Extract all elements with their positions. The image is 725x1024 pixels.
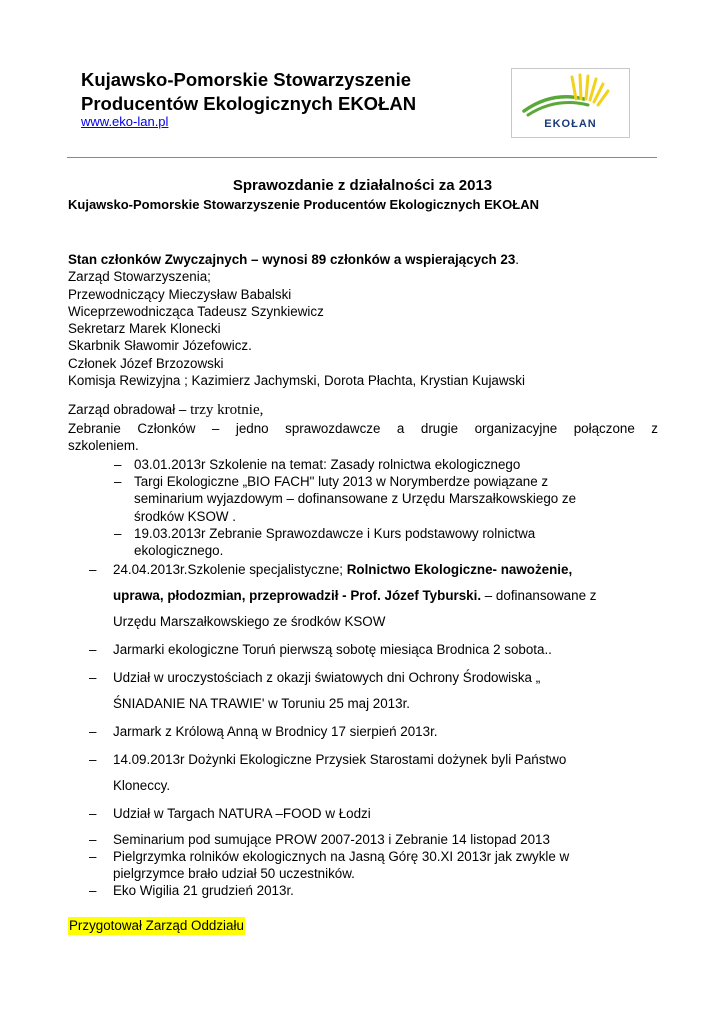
meetings-section bbox=[68, 400, 658, 454]
list-item bbox=[89, 637, 664, 663]
dash-bullet: – bbox=[114, 525, 122, 541]
list-item bbox=[89, 719, 664, 745]
sub-item-text: Targi Ekologiczne „BIO FACH" luty 2013 w Norymberdze powiązane z bbox=[134, 474, 549, 490]
activity-text: Jarmark z Królową Anną w Brodnicy 17 sierpień 2013r. bbox=[113, 724, 438, 739]
sub-item-text: środków KSOW . bbox=[134, 508, 236, 524]
activity-text: Udział w Targach NATURA –FOOD w Łodzi bbox=[113, 806, 371, 821]
logo-text: EKOŁAN bbox=[544, 118, 597, 130]
list-item bbox=[89, 801, 664, 827]
dash-bullet: – bbox=[89, 724, 97, 739]
activity-text: Udział w uroczystościach z okazji światowych dni Ochrony Środowiska „ bbox=[113, 670, 541, 685]
members-status-bold: Stan członków Zwyczajnych – wynosi 89 członków a wspierających 23 bbox=[68, 252, 516, 267]
chairman-line: Przewodniczący Mieczysław Babalski bbox=[68, 286, 292, 302]
prepared-by-signature: Przygotował Zarząd Oddziału bbox=[69, 918, 244, 933]
general-meeting-line-cont: szkoleniem. bbox=[68, 438, 139, 453]
members-status bbox=[68, 251, 668, 268]
list-item bbox=[89, 665, 664, 717]
sub-item-text: 19.03.2013r Zebranie Sprawozdawcze i Kurs podstawowy rolnictwa bbox=[134, 525, 536, 541]
list-item bbox=[89, 747, 664, 799]
activity-text: Jarmarki ekologiczne Toruń pierwszą sobotę miesiąca Brodnica 2 sobota.. bbox=[113, 642, 552, 657]
dash-bullet: – bbox=[89, 832, 97, 847]
dash-bullet: – bbox=[114, 457, 122, 472]
board-meetings-line bbox=[68, 400, 658, 420]
dash-bullet: – bbox=[89, 562, 97, 577]
dash-bullet: – bbox=[89, 883, 97, 898]
member-line: Członek Józef Brzozowski bbox=[68, 355, 224, 371]
sub-item-text: ekologicznego. bbox=[134, 543, 224, 559]
org-name-line-2: Producentów Ekologicznych EKOŁAN bbox=[81, 93, 417, 114]
ekolan-logo bbox=[511, 68, 630, 138]
list-item bbox=[89, 882, 664, 899]
list-item bbox=[89, 848, 664, 882]
members-status-end: . bbox=[515, 252, 519, 267]
org-name-line-1: Kujawsko-Pomorskie Stowarzyszenie bbox=[81, 69, 412, 90]
board-meetings-text: Zarząd obradował – bbox=[68, 402, 191, 417]
activity-text: Kloneccy. bbox=[113, 778, 171, 793]
sub-item-text: seminarium wyjazdowym – dofinansowane z Urzędu Marszałkowskiego ze bbox=[134, 491, 577, 507]
header-divider bbox=[67, 157, 657, 158]
activity-text: pielgrzymce brało udział 50 uczestników. bbox=[113, 866, 355, 881]
report-title: Sprawozdanie z działalności za 2013 bbox=[232, 177, 493, 194]
activity-text: Pielgrzymka rolników ekologicznych na Jasną Górę 30.XI 2013r jak zwykle w bbox=[113, 849, 570, 864]
list-item bbox=[114, 473, 634, 525]
list-item bbox=[89, 831, 664, 848]
activity-text: Eko Wigilia 21 grudzień 2013r. bbox=[113, 883, 294, 898]
board-meetings-count: trzy krotnie, bbox=[190, 402, 264, 418]
activity-text bbox=[113, 557, 664, 583]
dash-bullet: – bbox=[89, 806, 97, 821]
website-link[interactable]: www.eko-lan.pl bbox=[81, 114, 169, 129]
general-meeting-line: Zebranie Członków – jedno sprawozdawcze a drugie organizacyjne połączone z bbox=[68, 421, 658, 436]
activity-text-bold: uprawa, płodozmian, przeprowadził - Prof. Józef Tyburski. bbox=[113, 588, 482, 603]
list-item bbox=[114, 456, 634, 473]
activity-text: ŚNIADANIE NA TRAWIE' w Toruniu 25 maj 2013r. bbox=[113, 696, 411, 711]
activity-text-part: 24.04.2013r.Szkolenie specjalistyczne; bbox=[113, 562, 347, 577]
list-item bbox=[114, 525, 634, 559]
activity-text-part: – dofinansowane z bbox=[481, 588, 597, 603]
sub-item-text: 03.01.2013r Szkolenie na temat: Zasady rolnictwa ekologicznego bbox=[134, 457, 521, 472]
activity-text: Urzędu Marszałkowskiego ze środków KSOW bbox=[113, 614, 386, 629]
vice-chair-line: Wiceprzewodnicząca Tadeusz Szynkiewicz bbox=[68, 303, 324, 319]
activities-list bbox=[89, 557, 664, 899]
dash-bullet: – bbox=[114, 474, 122, 490]
members-section bbox=[68, 251, 668, 389]
secretary-line: Sekretarz Marek Klonecki bbox=[68, 321, 221, 337]
report-subtitle: Kujawsko-Pomorskie Stowarzyszenie Producentów Ekologicznych EKOŁAN bbox=[68, 197, 539, 212]
board-line: Zarząd Stowarzyszenia; bbox=[68, 269, 211, 285]
treasurer-line: Skarbnik Sławomir Józefowicz. bbox=[68, 338, 252, 354]
activity-text: 14.09.2013r Dożynki Ekologiczne Przysiek Starostami dożynek byli Państwo bbox=[113, 752, 567, 767]
dash-bullet: – bbox=[89, 670, 97, 685]
activity-text: Seminarium pod sumujące PROW 2007-2013 i Zebranie 14 listopad 2013 bbox=[113, 832, 550, 847]
activity-text bbox=[113, 583, 664, 609]
activity-text-bold: Rolnictwo Ekologiczne- nawożenie, bbox=[346, 562, 573, 577]
meeting-sub-list bbox=[114, 456, 634, 559]
audit-committee-line: Komisja Rewizyjna ; Kazimierz Jachymski, Dorota Płachta, Krystian Kujawski bbox=[68, 373, 525, 389]
dash-bullet: – bbox=[89, 642, 97, 657]
dash-bullet: – bbox=[89, 849, 97, 864]
organization-name bbox=[81, 68, 501, 116]
dash-bullet: – bbox=[89, 752, 97, 767]
list-item bbox=[89, 557, 664, 635]
